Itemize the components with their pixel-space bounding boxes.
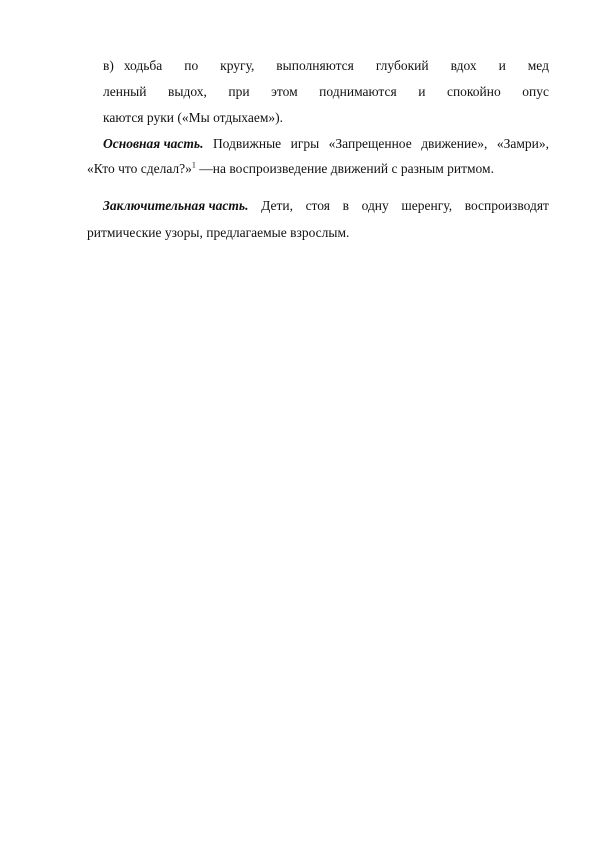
word: Подвижные [212,136,282,151]
word: при [228,84,250,99]
word: мед [527,58,549,73]
list-item-line-3 [103,110,283,126]
word: одну [361,198,389,213]
list-item-line-1 [103,58,549,74]
paragraph-text: ритмические узоры, предлагаемые взрослым. [87,225,350,240]
list-item-line-2 [103,84,549,100]
word: глубокий [375,58,429,73]
final-part-heading: Заключительная часть. [103,198,249,213]
word: воспроизводят [464,198,549,213]
word: поднимаются [319,84,397,99]
word: кругу, [220,58,255,73]
paragraph-text: «Кто что сделал?» [87,161,192,176]
word: выдох, [168,84,207,99]
word: спокойно [446,84,501,99]
word: «Запрещенное [328,136,412,151]
word: по [184,58,199,73]
word: в) [103,58,114,73]
main-part-heading: Основная часть. [103,136,204,151]
word: Дети, [261,198,293,213]
paragraph-text: каются руки («Мы отдыхаем»). [103,110,284,125]
word: этом [271,84,298,99]
word: и [498,58,506,73]
final-part-line-1 [103,198,549,214]
word: и [418,84,426,99]
paragraph-text: —на воспроизведение движений с разным ритмом. [199,161,494,176]
main-part-line-1 [103,136,549,152]
word: «Замри», [496,136,549,151]
final-part-line-2 [87,225,349,241]
footnote-mark: 1 [191,160,196,170]
word: в [342,198,349,213]
word: опус [522,84,549,99]
word: стоя [305,198,330,213]
word: игры [290,136,320,151]
word: шеренгу, [401,198,453,213]
main-part-line-2 [87,161,494,177]
word: вдох [450,58,477,73]
word: выполняются [276,58,354,73]
word: ходьба [123,58,163,73]
word: ленный [103,84,147,99]
word: движение», [421,136,488,151]
